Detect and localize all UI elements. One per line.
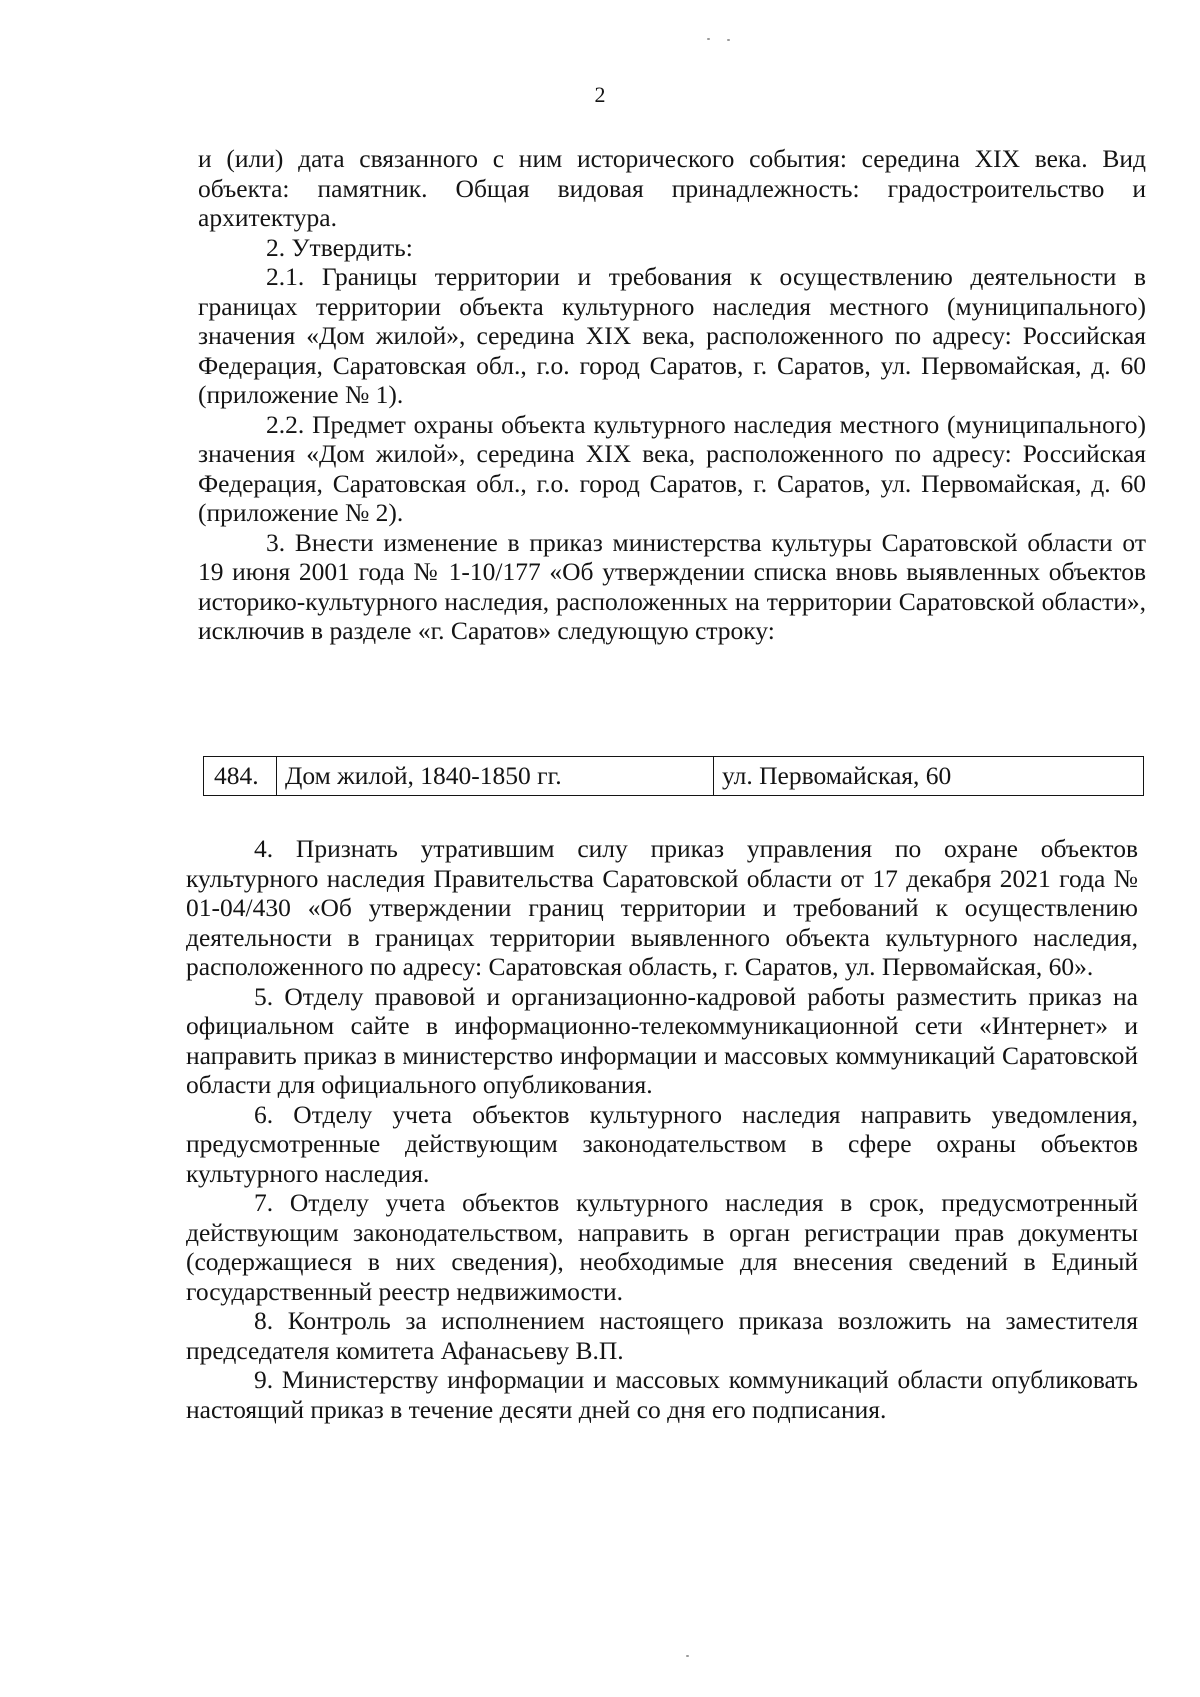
order-text-part-2 xyxy=(186,834,1138,1424)
scan-speck xyxy=(727,39,730,41)
order-text-part-1 xyxy=(198,144,1146,646)
paragraph-item-3: 3. Внести изменение в приказ министерства культуры Саратовской области от 19 июня 2001 года № 1-10/177 «Об утверждении списка вновь выявленных объектов историко-культурного наследия, расположенных на территории Саратовской области», исключив в разделе «г. Саратов» следующую строку: xyxy=(198,527,1146,645)
scan-speck xyxy=(707,38,710,40)
page-number: 2 xyxy=(594,82,606,107)
scan-speck xyxy=(686,1655,689,1657)
table-cell-number: 484. xyxy=(204,757,277,795)
paragraph-item-9: 9. Министерству информации и массовых коммуникаций области опубликовать настоящий приказ в течение десяти дней со дня его подписания. xyxy=(186,1365,1138,1424)
paragraph-continuation: и (или) дата связанного с ним исторического события: середина XIX века. Вид объекта: памятник. Общая видовая принадлежность: градостроительство и архитектура. xyxy=(198,144,1146,232)
paragraph-item-5: 5. Отделу правовой и организационно-кадровой работы разместить приказ на официальном сайте в информационно-телекоммуникационной сети «Интернет» и направить приказ в министерство информации и массовых коммуникаций Саратовской области для официального опубликования. xyxy=(186,981,1138,1099)
paragraph-item-7: 7. Отделу учета объектов культурного наследия в срок, предусмотренный действующим законодательством, направить в орган регистрации прав документы (содержащиеся в них сведения), необходимые для внесения сведений в Единый государственный реестр недвижимости. xyxy=(186,1188,1138,1306)
paragraph-item-2: 2. Утвердить: xyxy=(266,232,413,262)
paragraph-item-6: 6. Отделу учета объектов культурного наследия направить уведомления, предусмотренные действующим законодательством в сфере охраны объектов культурного наследия. xyxy=(186,1099,1138,1188)
table-cell-address: ул. Первомайская, 60 xyxy=(722,761,952,790)
paragraph-item-4: 4. Признать утратившим силу приказ управления по охране объектов культурного наследия Правительства Саратовской области от 17 декабря 2021 года № 01-04/430 «Об утверждении границ территории и требований к осуществлению деятельности в границах территории выявленного объекта культурного наследия, расположенного по адресу: Саратовская область, г. Саратов, ул. Первомайская, 60». xyxy=(186,834,1138,981)
paragraph-item-2-1: 2.1. Границы территории и требования к осуществлению деятельности в границах территории объекта культурного наследия местного (муниципального) значения «Дом жилой», середина XIX века, расположенного по адресу: Российская Федерация, Саратовская обл., г.о. город Саратов, г. Саратов, ул. Первомайская, д. 60 (приложение № 1). xyxy=(198,262,1146,409)
paragraph-item-2-2: 2.2. Предмет охраны объекта культурного наследия местного (муниципального) значения «Дом жилой», середина XIX века, расположенного по адресу: Российская Федерация, Саратовская обл., г.о. город Саратов, г. Саратов, ул. Первомайская, д. 60 (приложение № 2). xyxy=(198,409,1146,527)
table-cell-name: Дом жилой, 1840-1850 гг. xyxy=(277,757,714,795)
paragraph-item-8: 8. Контроль за исполнением настоящего приказа возложить на заместителя председателя комитета Афанасьеву В.П. xyxy=(186,1306,1138,1365)
excluded-row-table xyxy=(203,756,1144,796)
